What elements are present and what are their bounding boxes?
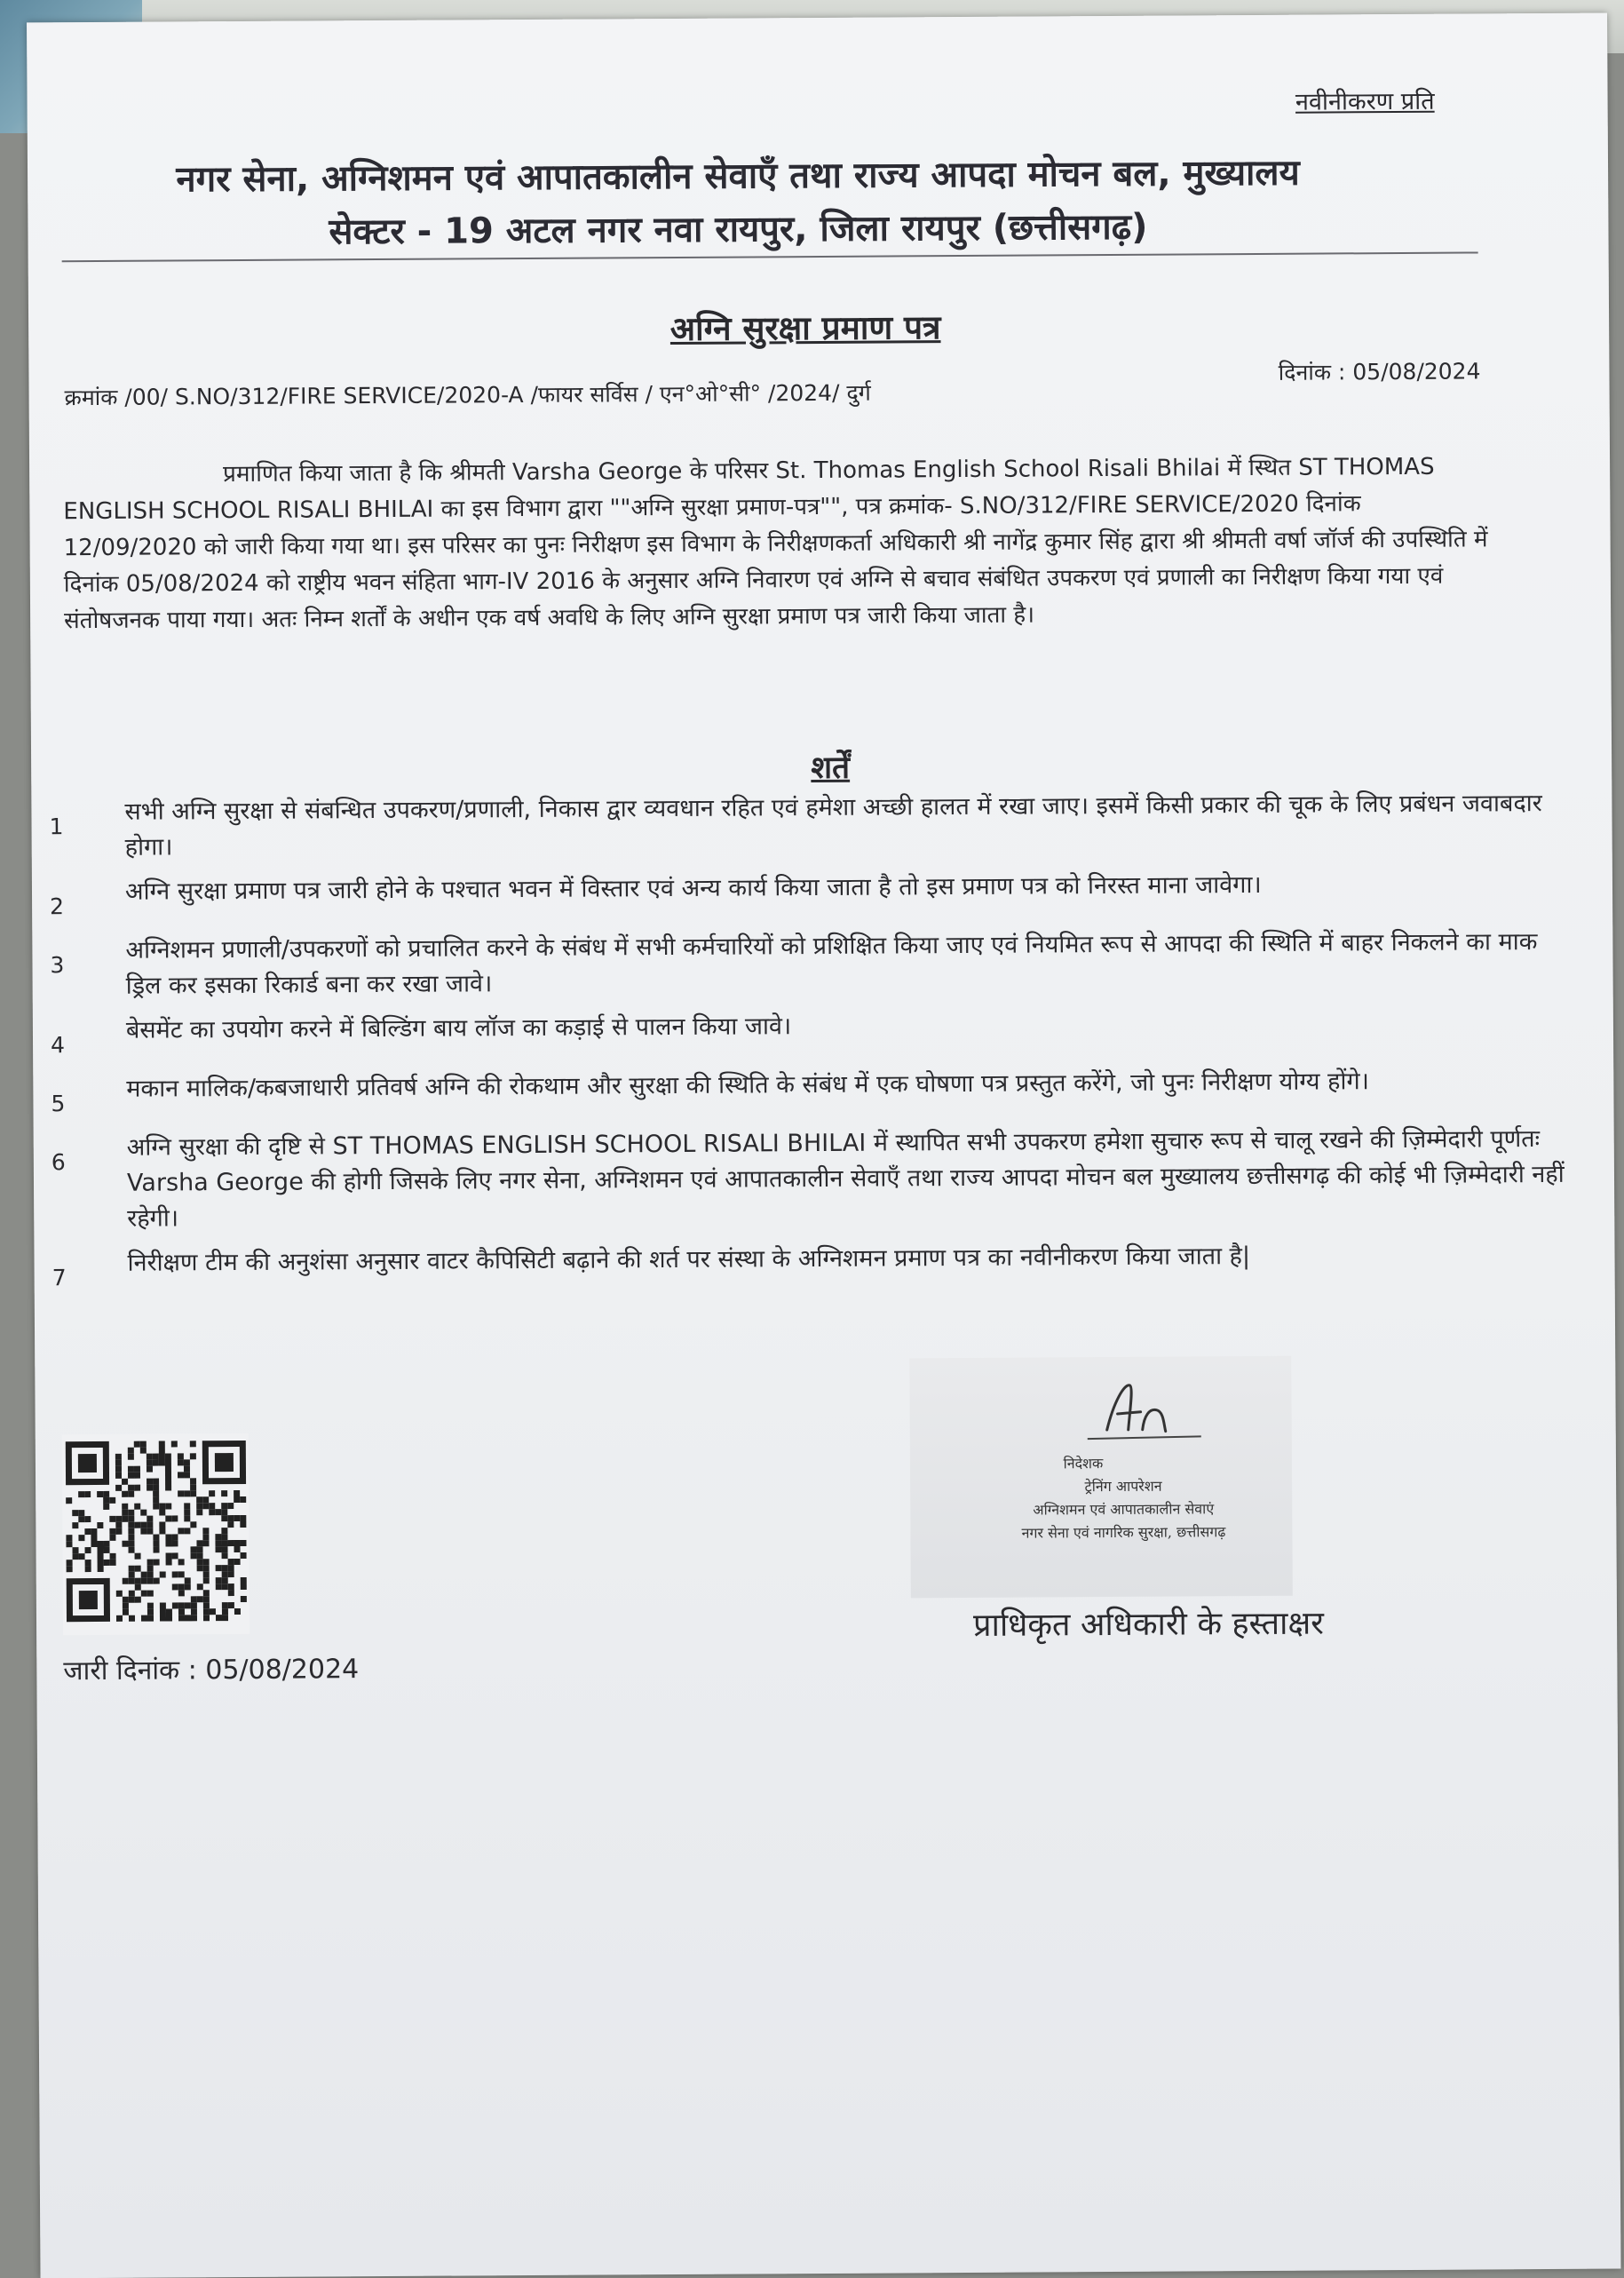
qr-code-icon (62, 1433, 250, 1635)
conditions-heading: शर्तें (811, 750, 851, 787)
official-stamp (909, 1356, 1293, 1599)
stamp-organization: नगर सेना एवं नागरिक सुरक्षा, छत्तीसगढ़ (1021, 1523, 1226, 1542)
issue-date: जारी दिनांक : 05/08/2024 (63, 1654, 360, 1687)
renewal-label: नवीनीकरण प्रति (1295, 87, 1435, 116)
condition-item (34, 1122, 1597, 1238)
condition-text: अग्नि सुरक्षा प्रमाण पत्र जारी होने के पश्चात भवन में विस्तार एवं अन्य कार्य किया जाता है तो इस प्रमाण पत्र को निरस्त माना जावेगा। (124, 870, 1262, 906)
condition-item (34, 1237, 1596, 1297)
condition-item (31, 786, 1594, 867)
signature-icon (1078, 1374, 1202, 1446)
signatory-label: प्राधिकृत अधिकारी के हस्ताक्षर (972, 1605, 1325, 1644)
condition-number: 1 (49, 814, 64, 840)
condition-number: 6 (51, 1149, 66, 1176)
condition-text: निरीक्षण टीम की अनुशंसा अनुसार वाटर कैपिसिटी बढ़ाने की शर्त पर संस्था के अग्निशमन प्रमाण पत्र का नवीनीकरण किया जाता है| (127, 1242, 1251, 1277)
condition-number: 5 (51, 1091, 66, 1117)
org-name: नगर सेना, अग्निशमन एवं आपातकालीन सेवाएँ तथा राज्य आपदा मोचन बल, मुख्यालय (176, 152, 1300, 201)
condition-number: 3 (50, 952, 65, 979)
condition-text: बेसमेंट का उपयोग करने में बिल्डिंग बाय लॉज का कड़ाई से पालन किया जावे। (125, 1012, 792, 1044)
condition-text: अग्निशमन प्रणाली/उपकरणों को प्रचालित करने के संबंध में सभी कर्मचारियों को प्रशिक्षित किया जाए एवं नियमित रूप से आपदा की स्थिति में बाहर निकलने का माक ड्रिल कर इसका रिकार्ड बना कर रखा जावे। (125, 928, 1538, 1000)
conditions-list (31, 786, 1596, 1306)
condition-text: मकान मालिक/कबजाधारी प्रतिवर्ष अग्नि की रोकथाम और सुरक्षा की स्थिति के संबंध में एक घोषणा पत्र प्रस्तुत करेंगे, जो पुनः निरीक्षण योग्य होंगे। (126, 1068, 1369, 1103)
condition-number: 2 (50, 893, 65, 920)
stamp-service: अग्निशमन एवं आपातकालीन सेवाएं (1033, 1500, 1215, 1519)
org-address: सेक्टर - 19 अटल नगर नवा रायपुर, जिला रायपुर (छत्तीसगढ़) (329, 206, 1148, 253)
certificate-body: प्रमाणित किया जाता है कि श्रीमती Varsha George के परिसर St. Thomas English School Risali Bhilai में स्थित ST THOMAS ENGLISH SCHOOL RISALI BHILAI का इस विभाग द्वारा ""अग्नि सुरक्षा प्रमाण-पत्र"", पत्र क्रमांक- S.NO/312/FIRE SERVICE/2020 दिनांक 12/09/2020 को जारी किया गया था। इस परिसर का पुनः निरीक्षण इस विभाग के निरीक्षणकर्ता अधिकारी श्री नागेंद्र कुमार सिंह द्वारा श्री श्रीमती वर्षा जॉर्ज की उपस्थिति में दिनांक 05/08/2024 को राष्ट्रीय भवन संहिता भाग-IV 2016 के अनुसार अग्नि निवारण एवं अग्नि से बचाव संबंधित उपकरण एवं प्रणाली का निरीक्षण किया गया एवं संतोषजनक पाया गया। अतः निम्न शर्तों के अधीन एक वर्ष अवधि के लिए अग्नि सुरक्षा प्रमाण पत्र जारी किया जाता है। (63, 453, 1488, 635)
stamp-designation: निदेशक (1063, 1455, 1104, 1472)
condition-text: सभी अग्नि सुरक्षा से संबन्धित उपकरण/प्रणाली, निकास द्वार व्यवधान रहित एवं हमेशा अच्छी हालत में रखा जाए। इसमें किसी प्रकार की चूक के लिए प्रबंधन जवाबदार होगा। (124, 790, 1542, 861)
condition-item (33, 1004, 1596, 1064)
condition-number: 7 (51, 1265, 67, 1291)
stamp-department: ट्रेनिंग आपरेशन (1084, 1477, 1162, 1496)
certificate-page (27, 13, 1620, 2278)
certificate-title: अग्नि सुरक्षा प्रमाण पत्र (669, 308, 941, 349)
condition-text: अग्नि सुरक्षा की दृष्टि से ST THOMAS ENGLISH SCHOOL RISALI BHILAI में स्थापित सभी उपकरण हमेशा सुचारु रूप से चालू रखने की ज़िम्मेदारी पूर्णतः Varsha George की होगी जिसके लिए नगर सेना, अग्निशमन एवं आपातकालीन सेवाएँ तथा राज्य आपदा मोचन बल मुख्यालय छत्तीसगढ़ की कोई भी ज़िम्मेदारी नहीं रहेगी। (126, 1125, 1565, 1233)
condition-number: 4 (50, 1032, 66, 1059)
qr-code[interactable] (62, 1433, 250, 1635)
condition-item (32, 925, 1595, 1005)
condition-item (32, 866, 1595, 925)
condition-item (33, 1063, 1596, 1123)
certificate-date: दिनांक : 05/08/2024 (1278, 358, 1481, 385)
reference-number: क्रमांक /00/ S.NO/312/FIRE SERVICE/2020-A /फायर सर्विस / एन°ओ°सी° /2024/ दुर्ग (64, 379, 871, 411)
